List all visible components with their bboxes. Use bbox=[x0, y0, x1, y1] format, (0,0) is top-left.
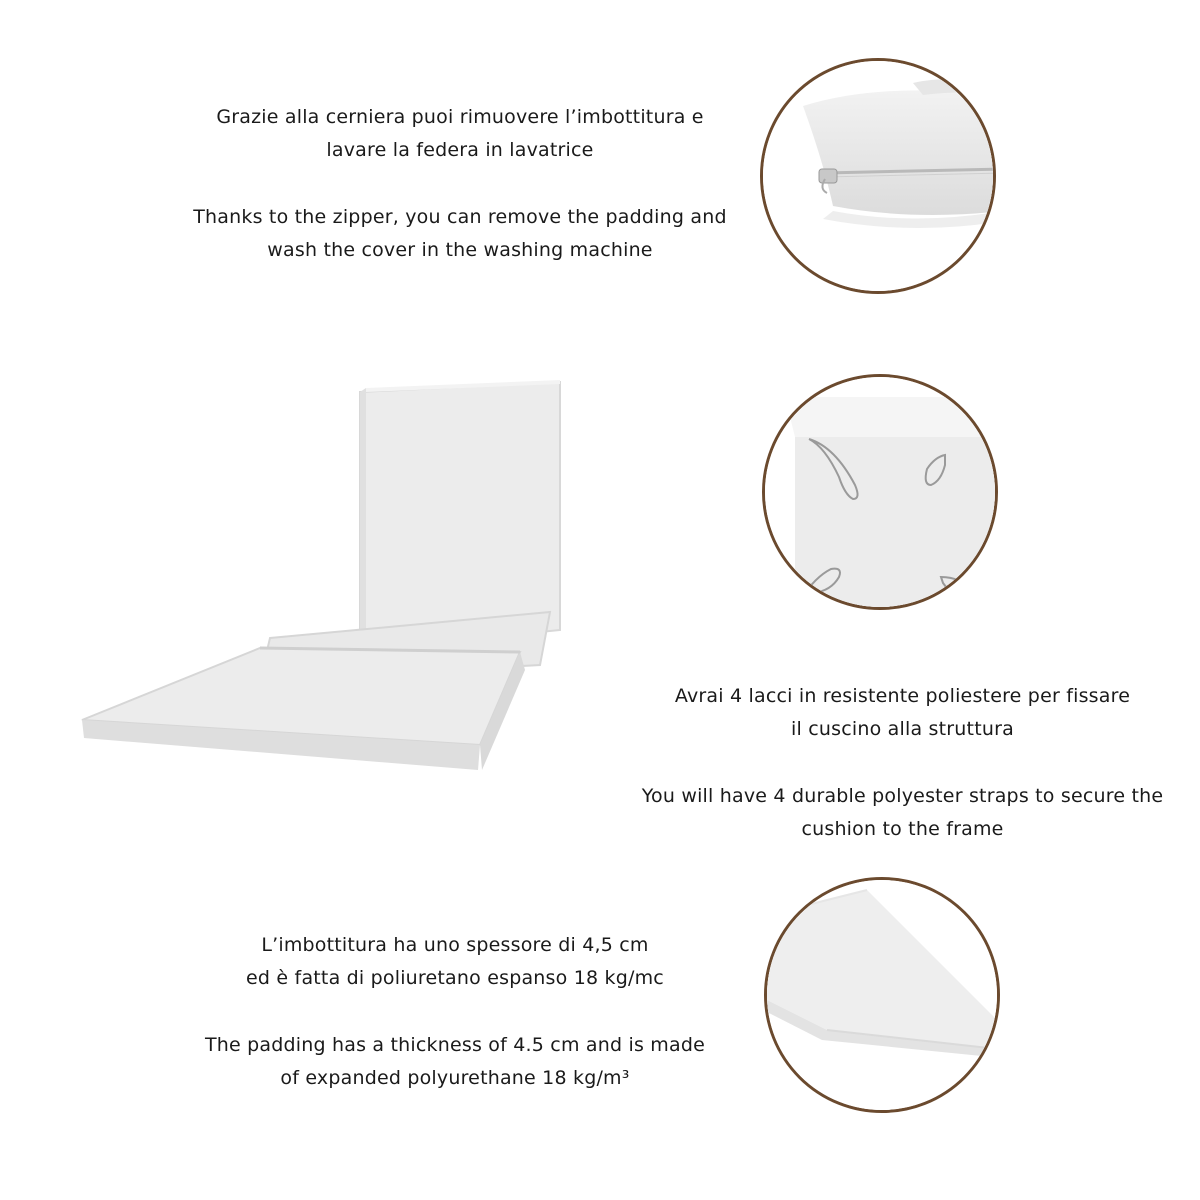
zipper-feature-text bbox=[150, 101, 770, 267]
straps-italian-line-2: il cuscino alla struttura bbox=[791, 718, 1014, 740]
zipper-english-line-2: wash the cover in the washing machine bbox=[267, 239, 653, 261]
padding-english-line-2: of expanded polyurethane 18 kg/m³ bbox=[280, 1067, 630, 1089]
zipper-italian-line-1: Grazie alla cerniera puoi rimuovere l’imbottitura e bbox=[216, 106, 704, 128]
straps-feature-text bbox=[610, 680, 1195, 846]
straps-detail-image bbox=[762, 374, 998, 610]
straps-italian-line-1: Avrai 4 lacci in resistente poliestere per fissare bbox=[674, 685, 1131, 707]
padding-edge-detail-image bbox=[764, 877, 1000, 1113]
lounger-cushion-image bbox=[70, 380, 590, 800]
padding-feature-text bbox=[150, 929, 760, 1095]
padding-italian-line-2: ed è fatta di poliuretano espanso 18 kg/mc bbox=[246, 967, 664, 989]
straps-english-line-1: You will have 4 durable polyester straps to secure the bbox=[641, 785, 1164, 807]
zipper-italian-line-2: lavare la federa in lavatrice bbox=[326, 139, 594, 161]
zipper-english-line-1: Thanks to the zipper, you can remove the padding and bbox=[193, 206, 727, 228]
straps-english-line-2: cushion to the frame bbox=[801, 818, 1004, 840]
padding-italian-line-1: L’imbottitura ha uno spessore di 4,5 cm bbox=[261, 934, 649, 956]
padding-english-line-1: The padding has a thickness of 4.5 cm and is made bbox=[204, 1034, 706, 1056]
zipper-detail-image bbox=[760, 58, 996, 294]
